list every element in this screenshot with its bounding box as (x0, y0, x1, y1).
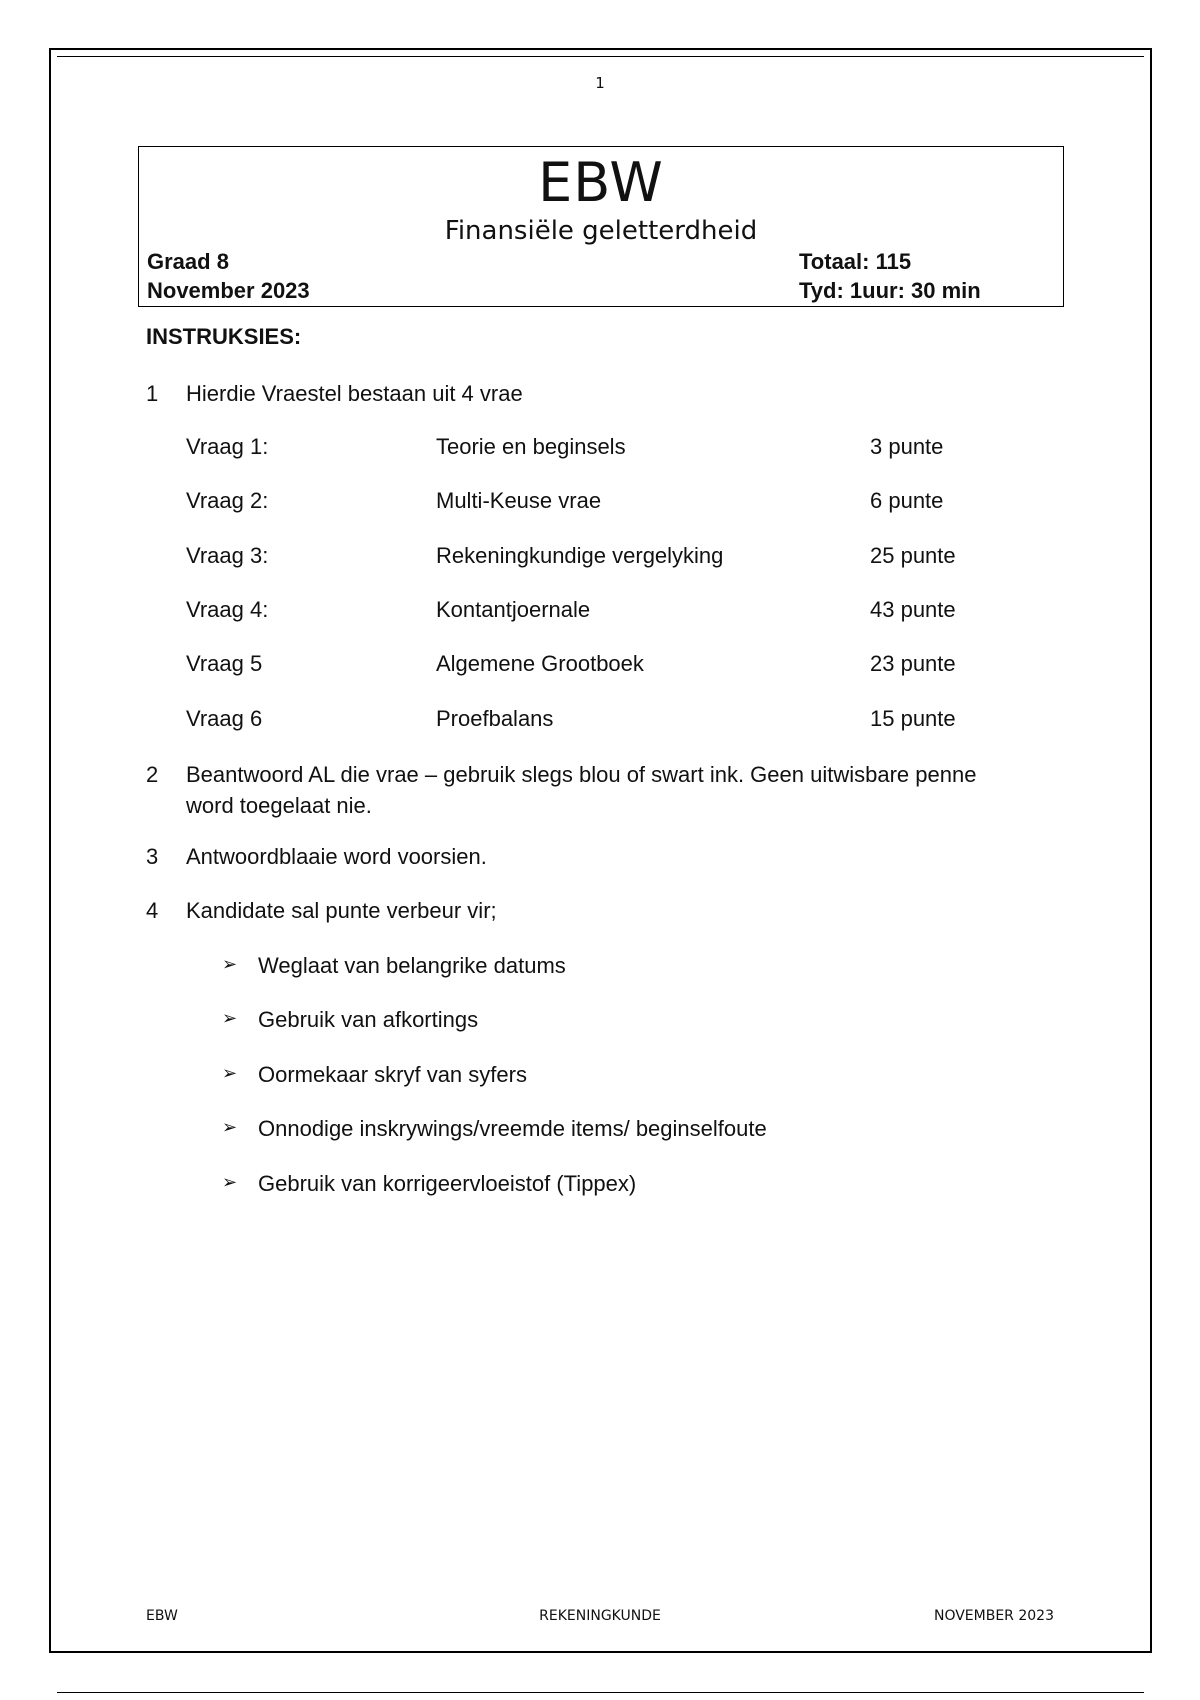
question-marks: 25 punte (870, 543, 956, 568)
arrow-bullet-icon: ➢ (222, 1063, 238, 1083)
question-topic: Kontantjoernale (436, 597, 591, 622)
footer-date: NOVEMBER 2023 (933, 1608, 1054, 1624)
instruction-number: 3 (146, 844, 159, 869)
question-topic: Algemene Grootboek (436, 651, 644, 676)
date-label: November 2023 (147, 278, 310, 303)
instruction-number: 2 (146, 762, 159, 787)
instruction-text: Kandidate sal punte verbeur vir; (186, 898, 497, 923)
arrow-bullet-icon: ➢ (222, 1008, 238, 1028)
instruction-text: Hierdie Vraestel bestaan uit 4 vrae (186, 381, 523, 406)
question-marks: 3 punte (870, 434, 944, 459)
page-subtitle: Finansiële geletterdheid (444, 216, 758, 246)
instructions-heading: INSTRUKSIES: (146, 324, 302, 349)
instruction-number: 4 (146, 898, 159, 923)
penalty-text: Gebruik van korrigeervloeistof (Tippex) (258, 1171, 637, 1196)
page-number: 1 (595, 74, 605, 92)
question-topic: Proefbalans (436, 706, 554, 731)
question-label: Vraag 2: (186, 488, 269, 513)
question-marks: 15 punte (870, 706, 956, 731)
question-topic: Multi-Keuse vrae (436, 488, 602, 513)
footer-subject-code: EBW (146, 1608, 178, 1624)
penalty-text: Onnodige inskrywings/vreemde items/ beginselfoute (258, 1116, 767, 1141)
question-label: Vraag 4: (186, 597, 269, 622)
arrow-bullet-icon: ➢ (222, 954, 238, 974)
question-marks: 23 punte (870, 651, 956, 676)
question-topic: Rekeningkundige vergelyking (436, 543, 724, 568)
arrow-bullet-icon: ➢ (222, 1117, 238, 1137)
page-title: EBW (538, 151, 664, 214)
question-label: Vraag 5 (186, 651, 263, 676)
question-label: Vraag 1: (186, 434, 269, 459)
instruction-text: Antwoordblaaie word voorsien. (186, 844, 487, 869)
penalty-text: Oormekaar skryf van syfers (258, 1062, 527, 1087)
question-marks: 6 punte (870, 488, 944, 513)
title-box (138, 146, 1064, 307)
question-label: Vraag 3: (186, 543, 269, 568)
footer-subject: REKENINGKUNDE (539, 1608, 661, 1624)
grade-label: Graad 8 (147, 249, 229, 274)
time-label: Tyd: 1uur: 30 min (799, 278, 981, 303)
question-label: Vraag 6 (186, 706, 263, 731)
instruction-text: Beantwoord AL die vrae – gebruik slegs blou of swart ink. Geen uitwisbare penne word toegelaat nie. (186, 762, 977, 818)
question-topic: Teorie en beginsels (436, 434, 626, 459)
header-rule (57, 56, 1144, 57)
arrow-bullet-icon: ➢ (222, 1172, 238, 1192)
instruction-number: 1 (146, 381, 159, 406)
total-label: Totaal: 115 (799, 249, 912, 274)
penalty-text: Weglaat van belangrike datums (258, 953, 566, 978)
question-marks: 43 punte (870, 597, 956, 622)
penalty-text: Gebruik van afkortings (258, 1007, 479, 1032)
exam-meta-left (147, 247, 310, 305)
exam-meta-right (799, 247, 981, 305)
page-bottom-rule (57, 1692, 1144, 1693)
